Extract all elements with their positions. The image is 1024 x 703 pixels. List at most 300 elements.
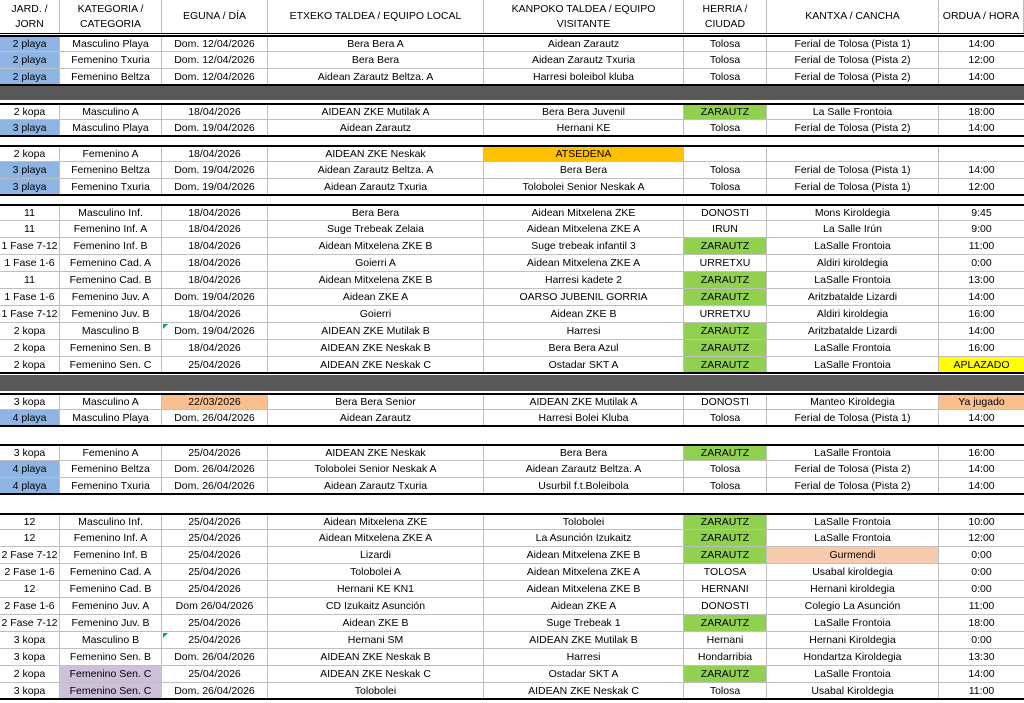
cell-categoria[interactable]: Femenino A	[60, 147, 162, 161]
cell-cancha[interactable]: LaSalle Frontoia	[767, 340, 939, 356]
cell-cancha[interactable]: Usabal Kiroldegia	[767, 683, 939, 698]
cell-equipo-local[interactable]: Suge Trebeak Zelaia	[268, 221, 484, 237]
cell-equipo-local[interactable]: AIDEAN ZKE Neskak	[268, 147, 484, 161]
cell-equipo-visitante[interactable]: Aidean ZKE A	[484, 598, 684, 614]
cell-hora[interactable]: 18:00	[968, 106, 995, 118]
cell-jornada[interactable]: 3 kopa	[0, 395, 60, 409]
table-row	[0, 564, 1024, 581]
cell-ciudad[interactable]: ZARAUTZ	[684, 515, 767, 529]
cell-hora[interactable]: 0:00	[971, 549, 992, 561]
cell-cancha[interactable]: LaSalle Frontoia	[767, 515, 939, 529]
cell-categoria[interactable]: Femenino Inf. B	[60, 547, 162, 563]
cell-dia[interactable]: 25/04/2026	[162, 547, 268, 563]
cell-categoria[interactable]: Masculino Inf.	[60, 206, 162, 220]
cell-hora[interactable]: 10:00	[968, 516, 995, 528]
cell-dia[interactable]: 18/04/2026	[162, 340, 268, 356]
cell-cancha[interactable]: LaSalle Frontoia	[767, 666, 939, 682]
cell-ciudad[interactable]: Tolosa	[684, 478, 767, 493]
cell-ciudad[interactable]: ZARAUTZ	[684, 272, 767, 288]
cell-equipo-local[interactable]: Aidean Mitxelena ZKE A	[268, 530, 484, 546]
cell-jornada[interactable]: 2 Fase 7-12	[0, 547, 60, 563]
cell-ciudad[interactable]: ZARAUTZ	[684, 547, 767, 563]
cell-hora[interactable]: 14:00	[968, 325, 995, 337]
cell-categoria[interactable]: Femenino Inf. A	[60, 221, 162, 237]
cell-categoria[interactable]: Femenino Juv. B	[60, 306, 162, 322]
cell-cancha[interactable]: Ferial de Tolosa (Pista 1)	[767, 37, 939, 51]
cell-jornada[interactable]: 3 kopa	[0, 446, 60, 460]
cell-hora[interactable]: 16:00	[968, 447, 995, 459]
table-row	[0, 615, 1024, 632]
cell-equipo-local[interactable]: Bera Bera Senior	[268, 395, 484, 409]
cell-categoria[interactable]: Masculino Inf.	[60, 515, 162, 529]
cell-categoria[interactable]: Femenino Sen. B	[60, 649, 162, 665]
cell-equipo-local[interactable]: Aidean ZKE B	[268, 615, 484, 631]
cell-dia[interactable]: Dom. 26/04/2026	[162, 683, 268, 698]
table-row	[0, 272, 1024, 289]
cell-hora[interactable]: 14:00	[968, 38, 995, 50]
cell-ciudad[interactable]: Tolosa	[684, 52, 767, 68]
cell-categoria[interactable]: Masculino Playa	[60, 410, 162, 425]
cell-equipo-visitante[interactable]: Harresi	[484, 323, 684, 339]
cell-equipo-local[interactable]: Aidean ZKE A	[268, 289, 484, 305]
cell-hora[interactable]: 14:00	[968, 411, 995, 424]
cell-equipo-visitante[interactable]: Ostadar SKT A	[484, 666, 684, 682]
cell-jornada[interactable]: 2 playa	[0, 37, 60, 51]
cell-jornada[interactable]: 2 kopa	[0, 323, 60, 339]
table-row	[0, 666, 1024, 683]
cell-jornada[interactable]: 2 Fase 1-6	[0, 598, 60, 614]
cell-equipo-local[interactable]: AIDEAN ZKE Neskak	[268, 446, 484, 460]
cell-equipo-visitante[interactable]: Harresi kadete 2	[484, 272, 684, 288]
section-gap	[0, 428, 1024, 442]
cell-equipo-visitante[interactable]: Tolobolei Senior Neskak A	[484, 179, 684, 194]
cell-cancha[interactable]: LaSalle Frontoia	[767, 530, 939, 546]
cell-ciudad[interactable]: ZARAUTZ	[684, 666, 767, 682]
cell-dia[interactable]: Dom. 26/04/2026	[162, 461, 268, 477]
cell-cancha[interactable]: Ferial de Tolosa (Pista 2)	[767, 69, 939, 84]
cell-categoria[interactable]: Femenino Beltza	[60, 162, 162, 178]
header-cancha[interactable]: KANTXA / CANCHA	[767, 0, 939, 33]
cell-jornada[interactable]: 3 playa	[0, 162, 60, 178]
cell-cancha[interactable]: Hondartza Kiroldegia	[767, 649, 939, 665]
cell-categoria[interactable]: Femenino Cad. A	[60, 255, 162, 271]
header-hora[interactable]: ORDUA / HORA	[939, 0, 1024, 33]
cell-dia[interactable]: Dom. 26/04/2026	[162, 649, 268, 665]
cell-equipo-visitante[interactable]: Aidean Mitxelena ZKE A	[484, 255, 684, 271]
table-row	[0, 410, 1024, 427]
cell-equipo-visitante[interactable]: Aidean Mitxelena ZKE B	[484, 581, 684, 597]
cell-dia[interactable]: Dom. 19/04/2026	[162, 289, 268, 305]
cell-jornada[interactable]: 11	[0, 206, 60, 220]
cell-equipo-local[interactable]: Bera Bera A	[268, 37, 484, 51]
cell-equipo-visitante[interactable]: Harresi	[484, 649, 684, 665]
cell-equipo-local[interactable]: CD Izukaitz Asunción	[268, 598, 484, 614]
cell-cancha[interactable]: Ferial de Tolosa (Pista 1)	[767, 162, 939, 178]
cell-jornada[interactable]: 11	[0, 272, 60, 288]
cell-equipo-visitante[interactable]: Aidean Mitxelena ZKE	[484, 206, 684, 220]
cell-dia[interactable]: 18/04/2026	[162, 206, 268, 220]
cell-categoria[interactable]: Femenino Txuria	[60, 478, 162, 493]
section-gap	[0, 138, 1024, 143]
cell-dia[interactable]: 25/04/2026	[162, 564, 268, 580]
cell-cancha[interactable]: LaSalle Frontoia	[767, 615, 939, 631]
cell-jornada[interactable]: 3 playa	[0, 120, 60, 135]
cell-hora[interactable]: 13:00	[968, 274, 995, 286]
cell-cancha[interactable]: LaSalle Frontoia	[767, 446, 939, 460]
cell-hora[interactable]	[939, 147, 1024, 161]
cell-cancha[interactable]: La Salle Irún	[767, 221, 939, 237]
header-categoria[interactable]: KATEGORIA / CATEGORIA	[60, 0, 162, 33]
cell-hora[interactable]: 9:45	[971, 207, 992, 219]
cell-cancha[interactable]: Colegio La Asunción	[767, 598, 939, 614]
cell-ciudad[interactable]	[684, 147, 767, 161]
cell-jornada[interactable]: 2 playa	[0, 69, 60, 84]
cell-ciudad[interactable]: Tolosa	[684, 461, 767, 477]
cell-equipo-local[interactable]: Aidean Zarautz Beltza. A	[268, 162, 484, 178]
cell-hora[interactable]: 14:00	[968, 479, 995, 492]
cell-equipo-local[interactable]: Aidean Zarautz Txuria	[268, 478, 484, 493]
cell-hora[interactable]: 14:00	[968, 70, 995, 83]
cell-jornada[interactable]: 2 Fase 1-6	[0, 564, 60, 580]
cell-dia[interactable]: 25/04/2026	[162, 446, 268, 460]
cell-ciudad[interactable]: ZARAUTZ	[684, 340, 767, 356]
cell-cancha[interactable]: Mons Kiroldegia	[767, 206, 939, 220]
cell-equipo-visitante[interactable]: Suge Trebeak 1	[484, 615, 684, 631]
cell-equipo-local[interactable]: AIDEAN ZKE Neskak C	[268, 357, 484, 372]
cell-categoria[interactable]: Femenino Cad. B	[60, 581, 162, 597]
cell-ciudad[interactable]: Tolosa	[684, 179, 767, 194]
cell-dia[interactable]: Dom 26/04/2026	[162, 598, 268, 614]
cell-ciudad[interactable]: Hernani	[684, 632, 767, 648]
table-row	[0, 444, 1024, 461]
cell-ciudad[interactable]: Tolosa	[684, 37, 767, 51]
table-row	[0, 632, 1024, 649]
cell-ciudad[interactable]: DONOSTI	[684, 206, 767, 220]
cell-hora[interactable]: 12:00	[968, 180, 995, 193]
cell-categoria[interactable]: Femenino Inf. B	[60, 238, 162, 254]
cell-equipo-visitante[interactable]: Tolobolei	[484, 515, 684, 529]
cell-jornada[interactable]: 12	[0, 515, 60, 529]
cell-hora[interactable]: 14:00	[968, 463, 995, 475]
cell-cancha[interactable]: Ferial de Tolosa (Pista 2)	[767, 461, 939, 477]
cell-equipo-visitante[interactable]: Usurbil f.t.Boleibola	[484, 478, 684, 493]
cell-jornada[interactable]: 1 Fase 7-12	[0, 238, 60, 254]
cell-categoria[interactable]: Masculino Playa	[60, 37, 162, 51]
cell-categoria[interactable]: Femenino Beltza	[60, 461, 162, 477]
cell-equipo-local[interactable]: Tolobolei Senior Neskak A	[268, 461, 484, 477]
cell-ciudad[interactable]: ZARAUTZ	[684, 105, 767, 119]
cell-dia[interactable]: Dom. 12/04/2026	[162, 37, 268, 51]
cell-dia[interactable]: 18/04/2026	[162, 238, 268, 254]
cell-jornada[interactable]: 4 playa	[0, 410, 60, 425]
cell-categoria[interactable]: Femenino Inf. A	[60, 530, 162, 546]
cell-cancha[interactable]: Ferial de Tolosa (Pista 2)	[767, 120, 939, 135]
cell-ciudad[interactable]: ZARAUTZ	[684, 323, 767, 339]
cell-categoria[interactable]: Femenino Juv. A	[60, 289, 162, 305]
cell-ciudad[interactable]: ZARAUTZ	[684, 238, 767, 254]
header-ciudad[interactable]: HERRIA / CIUDAD	[684, 0, 767, 33]
cell-equipo-visitante[interactable]: Aidean Mitxelena ZKE A	[484, 221, 684, 237]
cell-hora[interactable]: 12:00	[968, 54, 995, 66]
cell-equipo-visitante[interactable]: AIDEAN ZKE Neskak C	[484, 683, 684, 698]
cell-hora[interactable]: 12:00	[968, 532, 995, 544]
cell-equipo-visitante[interactable]: Hernani KE	[484, 120, 684, 135]
cell-categoria[interactable]: Masculino Playa	[60, 120, 162, 135]
table-row	[0, 145, 1024, 162]
cell-equipo-local[interactable]: Lizardi	[268, 547, 484, 563]
cell-cancha[interactable]: Hernani Kiroldegia	[767, 632, 939, 648]
cell-equipo-visitante[interactable]: Aidean Mitxelena ZKE A	[484, 564, 684, 580]
cell-jornada[interactable]: 2 Fase 7-12	[0, 615, 60, 631]
cell-ciudad[interactable]: IRUN	[684, 221, 767, 237]
cell-cancha[interactable]: Ferial de Tolosa (Pista 2)	[767, 52, 939, 68]
cell-dia[interactable]: Dom. 19/04/2026	[162, 162, 268, 178]
header-jornada[interactable]: JARD. / JORN	[0, 0, 60, 33]
cell-dia[interactable]: Dom. 19/04/2026	[162, 120, 268, 135]
cell-hora[interactable]: 9:00	[971, 223, 992, 235]
cell-jornada[interactable]: 4 playa	[0, 478, 60, 493]
cell-equipo-local[interactable]: Bera Bera	[268, 206, 484, 220]
cell-hora[interactable]: 16:00	[968, 308, 995, 320]
cell-categoria[interactable]: Femenino Txuria	[60, 52, 162, 68]
cell-equipo-visitante[interactable]: AIDEAN ZKE Mutilak A	[484, 395, 684, 409]
cell-jornada[interactable]: 2 kopa	[0, 666, 60, 682]
cell-categoria[interactable]: Femenino Cad. A	[60, 564, 162, 580]
cell-equipo-local[interactable]: Bera Bera	[268, 52, 484, 68]
cell-jornada[interactable]: 2 kopa	[0, 105, 60, 119]
header-equipo-local[interactable]: ETXEKO TALDEA / EQUIPO LOCAL	[268, 0, 484, 33]
cell-jornada[interactable]: 3 playa	[0, 179, 60, 194]
cell-hora[interactable]: 14:00	[968, 291, 995, 303]
cell-categoria[interactable]: Masculino B	[60, 323, 162, 339]
header-row	[0, 0, 1024, 34]
cell-equipo-visitante[interactable]: Aidean Mitxelena ZKE B	[484, 547, 684, 563]
cell-categoria[interactable]: Masculino A	[60, 105, 162, 119]
cell-cancha[interactable]: Aldiri kiroldegia	[767, 306, 939, 322]
cell-dia[interactable]: 25/04/2026	[162, 515, 268, 529]
table-row	[0, 255, 1024, 272]
cell-equipo-visitante[interactable]: Suge trebeak infantil 3	[484, 238, 684, 254]
cell-ciudad[interactable]: ZARAUTZ	[684, 289, 767, 305]
cell-dia[interactable]: Dom. 26/04/2026	[162, 478, 268, 493]
cell-equipo-visitante[interactable]: OARSO JUBENIL GORRIA	[484, 289, 684, 305]
cell-categoria[interactable]: Femenino Beltza	[60, 69, 162, 84]
table-row	[0, 683, 1024, 700]
cell-hora[interactable]: 14:00	[968, 668, 995, 680]
cell-categoria[interactable]: Femenino Sen. C	[60, 683, 162, 698]
cell-hora[interactable]: 11:00	[968, 684, 995, 697]
cell-jornada[interactable]: 12	[0, 530, 60, 546]
cell-hora[interactable]: 11:00	[968, 600, 995, 612]
cell-categoria[interactable]: Femenino Cad. B	[60, 272, 162, 288]
cell-cancha[interactable]: Usabal kiroldegia	[767, 564, 939, 580]
cell-equipo-local[interactable]: Aidean Mitxelena ZKE	[268, 515, 484, 529]
cell-ciudad[interactable]: ZARAUTZ	[684, 446, 767, 460]
cell-hora[interactable]: APLAZADO	[939, 357, 1024, 372]
cell-equipo-local[interactable]: Aidean Mitxelena ZKE B	[268, 272, 484, 288]
cell-dia[interactable]: 18/04/2026	[162, 147, 268, 161]
cell-dia[interactable]: 25/04/2026	[162, 530, 268, 546]
header-equipo-visitante[interactable]: KANPOKO TALDEA / EQUIPO VISITANTE	[484, 0, 684, 33]
cell-categoria[interactable]: Femenino A	[60, 446, 162, 460]
cell-cancha[interactable]: Ferial de Tolosa (Pista 1)	[767, 179, 939, 194]
cell-equipo-local[interactable]: AIDEAN ZKE Mutilak A	[268, 105, 484, 119]
cell-categoria[interactable]: Masculino B	[60, 632, 162, 648]
table-row	[0, 306, 1024, 323]
cell-ciudad[interactable]: TOLOSA	[684, 564, 767, 580]
cell-dia[interactable]: 22/03/2026	[162, 395, 268, 409]
cell-equipo-local[interactable]: Aidean Zarautz	[268, 410, 484, 425]
cell-categoria[interactable]: Masculino A	[60, 395, 162, 409]
cell-hora[interactable]: 13:30	[968, 651, 995, 663]
cell-equipo-local[interactable]: Hernani SM	[268, 632, 484, 648]
cell-jornada[interactable]: 3 kopa	[0, 649, 60, 665]
cell-hora[interactable]: 14:00	[968, 121, 995, 134]
cell-equipo-local[interactable]: Goierri A	[268, 255, 484, 271]
cell-equipo-visitante[interactable]: Harresi boleibol kluba	[484, 69, 684, 84]
cell-dia[interactable]: 18/04/2026	[162, 255, 268, 271]
cell-cancha[interactable]: Aritzbatalde Lizardi	[767, 289, 939, 305]
cell-dia[interactable]: 18/04/2026	[162, 221, 268, 237]
cell-equipo-local[interactable]: Aidean Mitxelena ZKE B	[268, 238, 484, 254]
cell-cancha[interactable]: Manteo Kiroldegia	[767, 395, 939, 409]
cell-equipo-local[interactable]: Goierri	[268, 306, 484, 322]
cell-jornada[interactable]: 11	[0, 221, 60, 237]
table-row	[0, 103, 1024, 120]
cell-jornada[interactable]: 3 kopa	[0, 632, 60, 648]
cell-equipo-visitante[interactable]: Aidean Zarautz	[484, 37, 684, 51]
cell-ciudad[interactable]: ZARAUTZ	[684, 357, 767, 372]
cell-jornada[interactable]: 3 kopa	[0, 683, 60, 698]
cell-cancha[interactable]: Ferial de Tolosa (Pista 2)	[767, 478, 939, 493]
cell-dia[interactable]: Dom. 19/04/2026	[162, 323, 268, 339]
cell-cancha[interactable]: LaSalle Frontoia	[767, 272, 939, 288]
cell-categoria[interactable]: Femenino Juv. B	[60, 615, 162, 631]
cell-dia[interactable]: 25/04/2026	[162, 666, 268, 682]
cell-equipo-visitante[interactable]: AIDEAN ZKE Mutilak B	[484, 632, 684, 648]
cell-ciudad[interactable]: URRETXU	[684, 255, 767, 271]
cell-cancha[interactable]: Ferial de Tolosa (Pista 1)	[767, 410, 939, 425]
cell-dia[interactable]: 18/04/2026	[162, 306, 268, 322]
cell-ciudad[interactable]: DONOSTI	[684, 395, 767, 409]
cell-dia[interactable]: Dom. 12/04/2026	[162, 52, 268, 68]
cell-ciudad[interactable]: Tolosa	[684, 69, 767, 84]
cell-cancha[interactable]: La Salle Frontoia	[767, 105, 939, 119]
cell-equipo-visitante[interactable]: ATSEDENA	[484, 147, 684, 161]
cell-dia[interactable]: 18/04/2026	[162, 105, 268, 119]
cell-equipo-visitante[interactable]: Aidean Zarautz Txuria	[484, 52, 684, 68]
cell-hora[interactable]: Ya jugado	[939, 395, 1024, 409]
cell-equipo-visitante[interactable]: Harresi Bolei Kluba	[484, 410, 684, 425]
cell-hora[interactable]: 16:00	[968, 342, 995, 354]
cell-ciudad[interactable]: HERNANI	[684, 581, 767, 597]
cell-hora[interactable]: 14:00	[968, 164, 995, 176]
cell-jornada[interactable]: 2 kopa	[0, 340, 60, 356]
cell-equipo-local[interactable]: Aidean Zarautz Txuria	[268, 179, 484, 194]
table-row	[0, 69, 1024, 86]
cell-equipo-local[interactable]: Hernani KE KN1	[268, 581, 484, 597]
cell-hora[interactable]: 0:00	[971, 566, 992, 578]
cell-dia[interactable]: 25/04/2026	[162, 581, 268, 597]
cell-ciudad[interactable]: ZARAUTZ	[684, 530, 767, 546]
cell-jornada[interactable]: 2 kopa	[0, 357, 60, 372]
cell-categoria[interactable]: Femenino Sen. C	[60, 666, 162, 682]
cell-ciudad[interactable]: URRETXU	[684, 306, 767, 322]
cell-equipo-visitante[interactable]: Aidean ZKE B	[484, 306, 684, 322]
cell-categoria[interactable]: Femenino Sen. B	[60, 340, 162, 356]
cell-equipo-local[interactable]: Aidean Zarautz Beltza. A	[268, 69, 484, 84]
cell-equipo-local[interactable]: AIDEAN ZKE Neskak B	[268, 649, 484, 665]
cell-equipo-visitante[interactable]: Aidean Zarautz Beltza. A	[484, 461, 684, 477]
cell-cancha[interactable]: LaSalle Frontoia	[767, 357, 939, 372]
cell-equipo-visitante[interactable]: Bera Bera Azul	[484, 340, 684, 356]
cell-jornada[interactable]: 4 playa	[0, 461, 60, 477]
cell-equipo-visitante[interactable]: Ostadar SKT A	[484, 357, 684, 372]
cell-ciudad[interactable]: Tolosa	[684, 120, 767, 135]
cell-ciudad[interactable]: Tolosa	[684, 162, 767, 178]
cell-equipo-local[interactable]: Aidean Zarautz	[268, 120, 484, 135]
header-dia[interactable]: EGUNA / DÍA	[162, 0, 268, 33]
cell-dia[interactable]: Dom. 26/04/2026	[162, 410, 268, 425]
cell-categoria[interactable]: Femenino Txuria	[60, 179, 162, 194]
cell-equipo-local[interactable]: AIDEAN ZKE Neskak B	[268, 340, 484, 356]
cell-cancha[interactable]	[767, 147, 939, 161]
table-row	[0, 393, 1024, 410]
comment-indicator-icon[interactable]	[163, 324, 168, 329]
cell-dia[interactable]: 25/04/2026	[162, 615, 268, 631]
cell-dia[interactable]: 18/04/2026	[162, 272, 268, 288]
cell-equipo-local[interactable]: AIDEAN ZKE Mutilak B	[268, 323, 484, 339]
cell-hora[interactable]: 0:00	[971, 583, 992, 595]
cell-ciudad[interactable]: DONOSTI	[684, 598, 767, 614]
cell-ciudad[interactable]: ZARAUTZ	[684, 615, 767, 631]
comment-indicator-icon[interactable]	[163, 633, 168, 638]
cell-cancha[interactable]: Gurmendi	[767, 547, 939, 563]
cell-equipo-local[interactable]: AIDEAN ZKE Neskak C	[268, 666, 484, 682]
cell-categoria[interactable]: Femenino Juv. A	[60, 598, 162, 614]
cell-hora[interactable]: 18:00	[968, 617, 995, 629]
cell-cancha[interactable]: LaSalle Frontoia	[767, 238, 939, 254]
cell-equipo-local[interactable]: Tolobolei	[268, 683, 484, 698]
cell-equipo-visitante[interactable]: Bera Bera Juvenil	[484, 105, 684, 119]
cell-dia[interactable]: Dom. 19/04/2026	[162, 179, 268, 194]
cell-jornada[interactable]: 2 playa	[0, 52, 60, 68]
cell-ciudad[interactable]: Tolosa	[684, 683, 767, 698]
table-row	[0, 204, 1024, 221]
cell-jornada[interactable]: 1 Fase 1-6	[0, 289, 60, 305]
cell-dia[interactable]: 25/04/2026	[162, 632, 268, 648]
cell-jornada[interactable]: 1 Fase 1-6	[0, 255, 60, 271]
cell-ciudad[interactable]: Tolosa	[684, 410, 767, 425]
cell-equipo-visitante[interactable]: La Asunción Izukaitz	[484, 530, 684, 546]
cell-dia[interactable]: 25/04/2026	[162, 357, 268, 372]
cell-jornada[interactable]: 1 Fase 7-12	[0, 306, 60, 322]
cell-hora[interactable]: 11:00	[968, 240, 995, 252]
cell-jornada[interactable]: 12	[0, 581, 60, 597]
cell-hora[interactable]: 0:00	[971, 257, 992, 269]
cell-cancha[interactable]: Hernani kiroldegia	[767, 581, 939, 597]
cell-equipo-visitante[interactable]: Bera Bera	[484, 162, 684, 178]
cell-jornada[interactable]: 2 kopa	[0, 147, 60, 161]
cell-categoria[interactable]: Femenino Sen. C	[60, 357, 162, 372]
cell-ciudad[interactable]: Hondarribia	[684, 649, 767, 665]
cell-equipo-local[interactable]: Tolobolei A	[268, 564, 484, 580]
cell-equipo-visitante[interactable]: Bera Bera	[484, 446, 684, 460]
cell-dia[interactable]: Dom. 12/04/2026	[162, 69, 268, 84]
cell-hora[interactable]: 0:00	[971, 634, 992, 646]
cell-cancha[interactable]: Aritzbatalde Lizardi	[767, 323, 939, 339]
cell-cancha[interactable]: Aldiri kiroldegia	[767, 255, 939, 271]
